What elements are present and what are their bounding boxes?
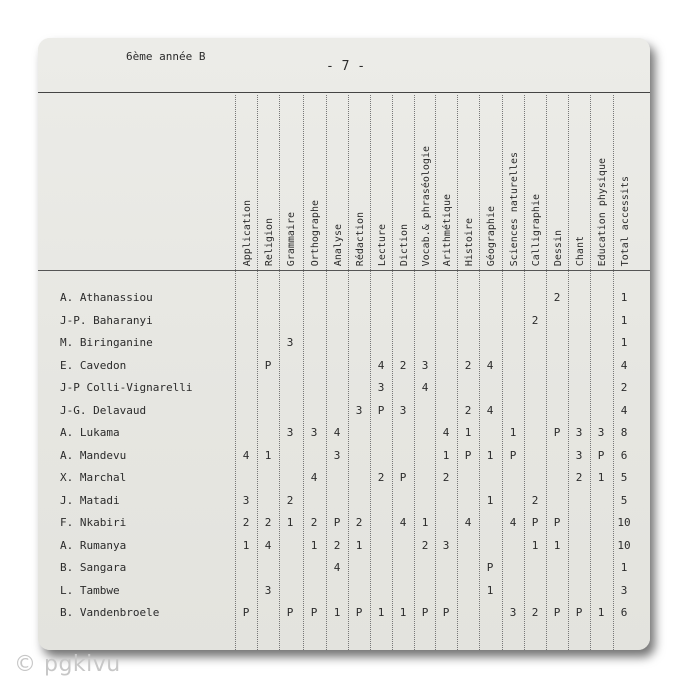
subject-header-label: Arithmétique — [442, 193, 453, 266]
class-label: 6ème année B — [126, 50, 206, 63]
grade-mark: 2 — [442, 471, 450, 484]
grade-mark: 2 — [377, 471, 385, 484]
student-name: J. Matadi — [60, 493, 120, 507]
total-accessits: 8 — [620, 426, 628, 439]
subject-header-label: Orthographe — [310, 199, 321, 266]
subject-header-label: Sciences naturelles — [509, 151, 520, 266]
grade-mark: 4 — [333, 561, 341, 574]
grade-mark: 3 — [286, 336, 294, 349]
grade-mark: P — [377, 403, 385, 417]
grade-mark: 2 — [333, 538, 341, 552]
total-accessits: 1 — [620, 313, 628, 327]
student-name: F. Nkabiri — [60, 516, 127, 529]
subject-header — [458, 100, 480, 266]
grade-mark: 1 — [242, 538, 250, 552]
student-name: J-P Colli-Vignarelli — [60, 381, 193, 394]
grade-mark: P — [286, 606, 294, 619]
total-accessits: 3 — [620, 583, 628, 597]
subject-header — [480, 100, 502, 266]
grade-mark: 1 — [286, 516, 294, 529]
student-name: L. Tambwe — [60, 583, 120, 597]
student-name: J-G. Delavaud — [60, 403, 147, 417]
top-rule — [38, 92, 650, 93]
grade-mark: 3 — [442, 538, 450, 552]
subject-header — [436, 100, 458, 266]
grade-mark: P — [509, 448, 517, 462]
subject-header — [591, 100, 613, 266]
student-name: A. Athanassiou — [60, 291, 153, 304]
student-name: B. Sangara — [60, 561, 127, 574]
subject-header-label: Chant — [575, 235, 586, 266]
grade-mark: P — [486, 561, 494, 574]
grade-mark: 2 — [399, 358, 407, 372]
total-accessits: 4 — [620, 403, 628, 417]
subject-header — [525, 100, 547, 266]
grade-mark: 3 — [597, 426, 605, 439]
grade-mark: 1 — [310, 538, 318, 552]
grade-mark: 1 — [486, 493, 494, 507]
grade-mark: 1 — [509, 426, 517, 439]
student-name: X. Marchal — [60, 471, 127, 484]
student-name: A. Mandevu — [60, 448, 127, 462]
grade-mark: 4 — [264, 538, 272, 552]
grade-mark: 1 — [264, 448, 272, 462]
grade-mark: 3 — [355, 403, 363, 417]
subject-header-label: Dessin — [553, 229, 564, 266]
header-rule — [38, 270, 650, 271]
grade-mark: 3 — [333, 448, 341, 462]
student-name: M. Biringanine — [60, 336, 153, 349]
grade-mark: 2 — [421, 538, 429, 552]
grade-mark: 3 — [310, 426, 318, 439]
total-accessits: 1 — [620, 291, 628, 304]
grade-mark: P — [553, 516, 561, 529]
grade-mark: P — [333, 516, 341, 529]
grade-mark: 2 — [464, 358, 472, 372]
grade-mark: 2 — [531, 313, 539, 327]
student-name: J-P. Baharanyi — [60, 313, 153, 327]
student-name: A. Rumanya — [60, 538, 127, 552]
grade-mark: 2 — [286, 493, 294, 507]
grade-mark: 3 — [575, 426, 583, 439]
watermark: © pgkivu — [14, 652, 121, 677]
grade-mark: 4 — [242, 448, 250, 462]
grade-mark: 1 — [355, 538, 363, 552]
grade-mark: 3 — [264, 583, 272, 597]
grade-mark: 3 — [242, 493, 250, 507]
grade-mark: 3 — [399, 403, 407, 417]
grade-mark: 4 — [310, 471, 318, 484]
total-accessits: 5 — [620, 471, 628, 484]
subject-header-label: Diction — [399, 223, 410, 266]
subject-header — [614, 100, 636, 266]
total-accessits: 10 — [617, 516, 631, 529]
scanned-photo — [38, 38, 650, 650]
subject-header — [327, 100, 349, 266]
total-accessits: 6 — [620, 448, 628, 462]
grade-mark: 3 — [286, 426, 294, 439]
grade-mark: 2 — [575, 471, 583, 484]
subject-header — [236, 100, 258, 266]
grade-mark: 2 — [310, 516, 318, 529]
grade-mark: P — [442, 606, 450, 619]
grade-mark: 1 — [531, 538, 539, 552]
total-accessits: 4 — [620, 358, 628, 372]
subject-header — [371, 100, 393, 266]
document-sheet — [38, 38, 650, 650]
grade-mark: P — [553, 606, 561, 619]
grade-mark: 3 — [575, 448, 583, 462]
student-name: E. Cavedon — [60, 358, 127, 372]
page-number: - 7 - — [326, 59, 366, 74]
grade-mark: P — [597, 448, 605, 462]
grade-mark: 1 — [553, 538, 561, 552]
grade-mark: P — [531, 516, 539, 529]
student-name: B. Vandenbroele — [60, 606, 160, 619]
grade-mark: P — [264, 358, 272, 372]
subject-header-label: Lecture — [377, 223, 388, 266]
grade-mark: 4 — [421, 381, 429, 394]
subject-header-label: Grammaire — [286, 211, 297, 266]
grade-mark: P — [310, 606, 318, 619]
grade-mark: 2 — [464, 403, 472, 417]
total-accessits: 1 — [620, 336, 628, 349]
grade-mark: 2 — [531, 493, 539, 507]
grade-mark: 4 — [442, 426, 450, 439]
subject-header-label: Calligraphie — [531, 193, 542, 266]
subject-header-label: Education physique — [597, 157, 608, 266]
grade-mark: 3 — [509, 606, 517, 619]
subject-header-label: Histoire — [464, 217, 475, 266]
subject-header — [393, 100, 415, 266]
subject-header-label: Analyse — [333, 223, 344, 266]
grade-mark: 1 — [421, 516, 429, 529]
grade-mark: 3 — [421, 358, 429, 372]
grade-mark: 4 — [333, 426, 341, 439]
total-accessits: 1 — [620, 561, 628, 574]
grade-mark: 2 — [355, 516, 363, 529]
subject-header — [304, 100, 326, 266]
grade-mark: 3 — [377, 381, 385, 394]
grade-mark: 1 — [597, 471, 605, 484]
subject-header — [569, 100, 591, 266]
grade-mark: 4 — [464, 516, 472, 529]
grade-mark: 4 — [486, 403, 494, 417]
subject-header — [503, 100, 525, 266]
student-name: A. Lukama — [60, 426, 120, 439]
grade-mark: 4 — [399, 516, 407, 529]
subject-header — [258, 100, 280, 266]
subject-header-label: Vocab.& phraséologie — [421, 145, 432, 266]
grade-mark: P — [553, 426, 561, 439]
grade-mark: 4 — [377, 358, 385, 372]
grade-mark: 4 — [486, 358, 494, 372]
grade-mark: P — [464, 448, 472, 462]
total-accessits: 2 — [620, 381, 628, 394]
grade-mark: 2 — [242, 516, 250, 529]
subject-header — [280, 100, 302, 266]
grade-mark: P — [575, 606, 583, 619]
subject-header-label: Application — [242, 199, 253, 266]
total-accessits: 5 — [620, 493, 628, 507]
grade-mark: 2 — [531, 606, 539, 619]
grade-mark: 1 — [486, 583, 494, 597]
subject-header — [547, 100, 569, 266]
grade-mark: 1 — [486, 448, 494, 462]
grade-mark: 1 — [597, 606, 605, 619]
grade-mark: 1 — [333, 606, 341, 619]
grade-mark: 2 — [264, 516, 272, 529]
grade-mark: P — [242, 606, 250, 619]
total-accessits: 6 — [620, 606, 628, 619]
grade-mark: 1 — [442, 448, 450, 462]
subject-header-label: Géographie — [486, 205, 497, 266]
grade-mark: 1 — [399, 606, 407, 619]
grade-mark: 1 — [377, 606, 385, 619]
grade-mark: 2 — [553, 291, 561, 304]
subject-header-label: Total accessits — [620, 175, 631, 266]
subject-header-label: Religion — [264, 217, 275, 266]
subject-header — [349, 100, 371, 266]
total-accessits: 10 — [617, 538, 631, 552]
grade-mark: 1 — [464, 426, 472, 439]
grade-mark: P — [399, 471, 407, 484]
grade-mark: P — [421, 606, 429, 619]
subject-header-label: Rédaction — [355, 211, 366, 266]
grade-mark: P — [355, 606, 363, 619]
subject-header — [415, 100, 437, 266]
grade-mark: 4 — [509, 516, 517, 529]
